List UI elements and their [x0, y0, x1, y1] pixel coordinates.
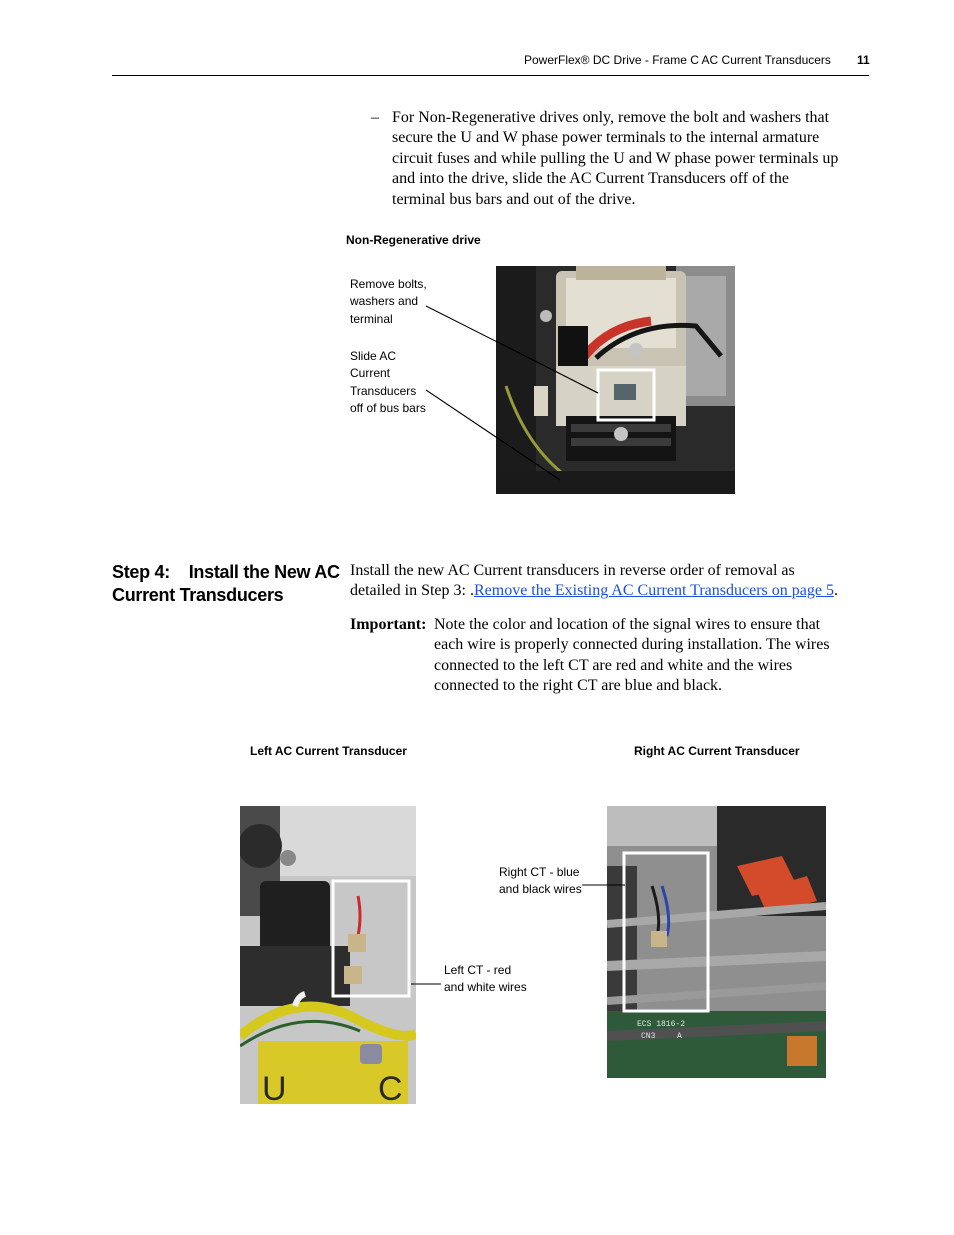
label-line: and white wires: [444, 980, 527, 995]
important-line: each wire is properly connected during installation. The wires: [434, 636, 830, 654]
bullet-line: terminal bus bars and out of the drive.: [392, 190, 636, 208]
bullet-line: secure the U and W phase power terminals to the internal armature: [392, 129, 820, 147]
bullet-dash: –: [371, 109, 379, 126]
caption-left-ct: Left AC Current Transducer: [250, 744, 407, 758]
label-line: and black wires: [499, 882, 582, 897]
caption-right-ct: Right AC Current Transducer: [634, 744, 800, 758]
label-line: Current: [350, 366, 391, 381]
label-line: washers and: [350, 294, 419, 309]
label-line: Remove bolts,: [350, 277, 427, 291]
bullet-line: and into the drive, slide the AC Current Transducers off of the: [392, 170, 789, 188]
label-line: Slide AC: [350, 349, 397, 363]
step4-para-prefix: detailed in Step 3: .: [350, 582, 474, 600]
important-label: Important:: [350, 616, 427, 633]
step4-para-suffix: .: [833, 582, 838, 600]
label-line: terminal: [350, 311, 393, 326]
remove-existing-ct-link[interactable]: Remove the Existing AC Current Transducers on page 5: [473, 582, 834, 600]
page-number: 11: [857, 53, 870, 67]
board-text-a: A: [677, 1032, 682, 1041]
label-line: Right CT - blue: [499, 865, 580, 879]
label-line: off of bus bars: [350, 400, 426, 415]
label-line: Left CT - red: [444, 963, 512, 977]
photo-letter-u: U: [262, 1070, 287, 1104]
label-right-ct: [499, 864, 582, 899]
important-line: Note the color and location of the signal wires to ensure that: [434, 616, 821, 633]
bullet-line: For Non-Regenerative drives only, remove the bolt and washers that: [392, 109, 830, 126]
board-text-ecs: ECS 1816-2: [637, 1020, 686, 1029]
step4-para-line1: Install the new AC Current transducers in reverse order of removal as: [350, 562, 795, 579]
step4-heading-line1: Step 4: Install the New AC: [112, 562, 340, 582]
bullet-line: circuit fuses and while pulling the U and W phase power terminals up: [392, 149, 839, 167]
step4-heading-line2: Current Transducers: [112, 585, 284, 605]
board-text-cn3: CN3: [641, 1032, 656, 1041]
important-line: connected to the right CT are blue and black.: [434, 677, 723, 695]
label-line: Transducers: [350, 383, 417, 398]
running-header-title: PowerFlex® DC Drive - Frame C AC Current Transducers: [524, 53, 831, 67]
figure1-caption: Non-Regenerative drive: [346, 233, 481, 247]
photo-letter-c: C: [378, 1070, 403, 1104]
important-line: connected to the left CT are red and white and the wires: [434, 656, 793, 674]
